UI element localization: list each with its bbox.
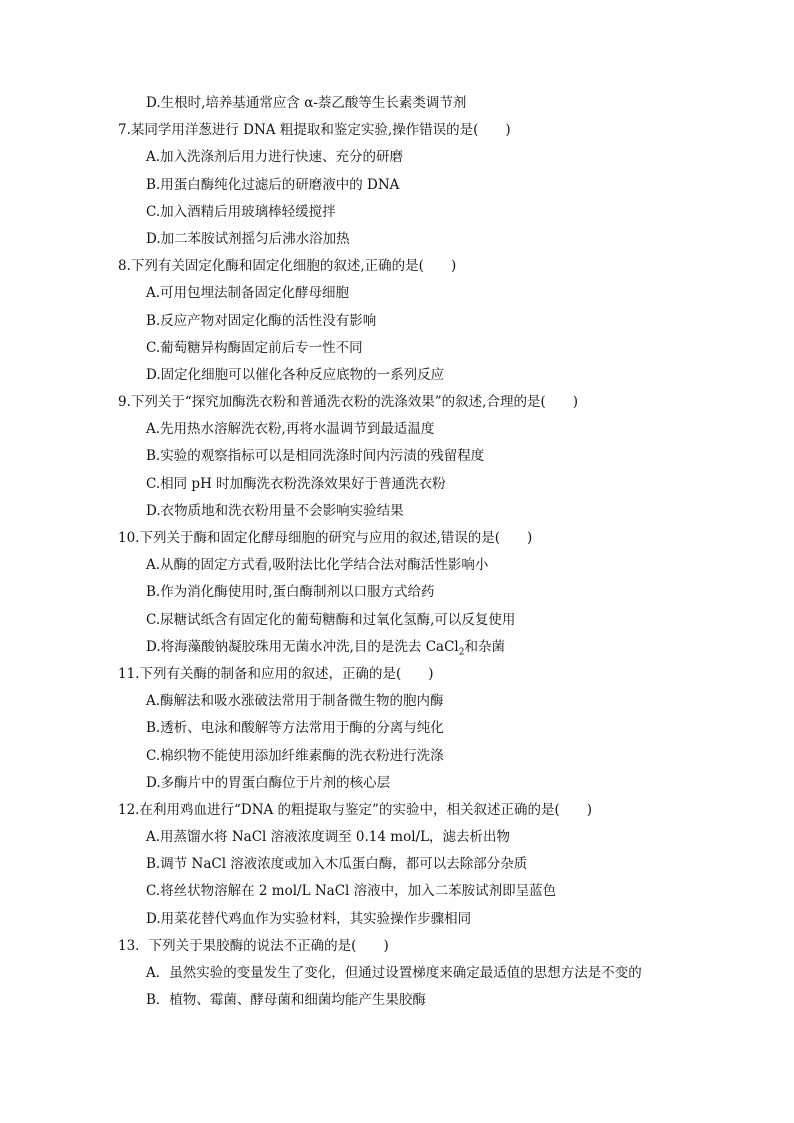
answer-option: A.可用包埋法制备固定化酵母细胞 — [146, 285, 350, 302]
question-stem: 13．下列关于果胶酶的说法不正确的是( ) — [118, 937, 389, 954]
answer-option — [118, 634, 698, 661]
answer-option: A.用蒸馏水将 NaCl 溶液浓度调至 0.14 mol/L，滤去析出物 — [146, 829, 511, 846]
answer-option: C.棉织物不能使用添加纤维素酶的洗衣粉进行洗涤 — [146, 747, 444, 764]
answer-option: C.加入酒精后用玻璃棒轻缓搅拌 — [146, 203, 336, 220]
answer-option: A.酶解法和吸水涨破法常用于制备微生物的胞内酶 — [146, 693, 444, 710]
option-text: D.将海藻酸钠凝胶珠用无菌水冲洗,目的是洗去 CaCl — [146, 638, 459, 655]
answer-option: B.作为消化酶使用时,蛋白酶制剂以口服方式给药 — [146, 584, 435, 601]
question-stem: 7.某同学用洋葱进行 DNA 粗提取和鉴定实验,操作错误的是( ) — [118, 122, 511, 139]
answer-option: B.反应产物对固定化酶的活性没有影响 — [146, 312, 377, 329]
answer-option: C.葡萄糖异构酶固定前后专一性不同 — [146, 339, 363, 356]
answer-option: A.从酶的固定方式看,吸附法比化学结合法对酶活性影响小 — [146, 557, 489, 574]
answer-option: D.用菜花替代鸡血作为实验材料，其实验操作步骤相同 — [146, 910, 472, 927]
answer-option: D.多酶片中的胃蛋白酶位于片剂的核心层 — [146, 774, 391, 791]
question-stem: 8.下列有关固定化酶和固定化细胞的叙述,正确的是( ) — [118, 258, 457, 275]
answer-option: D.固定化细胞可以催化各种反应底物的一系列反应 — [146, 366, 445, 383]
question-stem: 11.下列有关酶的制备和应用的叙述，正确的是( ) — [118, 665, 434, 682]
answer-option: A.加入洗涤剂后用力进行快速、充分的研磨 — [146, 149, 404, 166]
answer-option: B．植物、霉菌、酵母菌和细菌均能产生果胶酶 — [146, 992, 426, 1009]
subscript: 2 — [458, 647, 465, 658]
answer-option: B.调节 NaCl 溶液浓度或加入木瓜蛋白酶，都可以去除部分杂质 — [146, 856, 528, 873]
answer-option: C.尿糖试纸含有固定化的葡萄糖酶和过氧化氢酶,可以反复使用 — [146, 611, 516, 628]
question-stem: 9.下列关于“探究加酶洗衣粉和普通洗衣粉的洗涤效果”的叙述,合理的是( ) — [118, 394, 579, 411]
question-list — [118, 90, 698, 1014]
answer-option: A.先用热水溶解洗衣粉,再将水温调节到最适温度 — [146, 421, 435, 438]
answer-option: C.相同 pH 时加酶洗衣粉洗涤效果好于普通洗衣粉 — [146, 475, 446, 492]
answer-option: B.用蛋白酶纯化过滤后的研磨液中的 DNA — [146, 176, 400, 193]
question-stem: 10.下列关于酶和固定化酵母细胞的研究与应用的叙述,错误的是( ) — [118, 530, 533, 546]
answer-option: D.生根时,培养基通常应含 α-萘乙酸等生长素类调节剂 — [146, 95, 467, 111]
answer-option: D.衣物质地和洗衣粉用量不会影响实验结果 — [146, 502, 404, 519]
answer-option: D.加二苯胺试剂摇匀后沸水浴加热 — [146, 230, 350, 247]
option-text: 和杂菌 — [464, 638, 505, 655]
question-stem: 12.在利用鸡血进行“DNA 的粗提取与鉴定”的实验中，相关叙述正确的是( ) — [118, 801, 592, 818]
answer-option: B.实验的观察指标可以是相同洗涤时间内污渍的残留程度 — [146, 448, 485, 465]
answer-option: C.将丝状物溶解在 2 mol/L NaCl 溶液中，加入二苯胺试剂即呈蓝色 — [146, 883, 557, 900]
answer-option: A．虽然实验的变量发生了变化，但通过设置梯度来确定最适值的思想方法是不变的 — [146, 965, 642, 981]
answer-option: B.透析、电泳和酸解等方法常用于酶的分离与纯化 — [146, 720, 444, 737]
